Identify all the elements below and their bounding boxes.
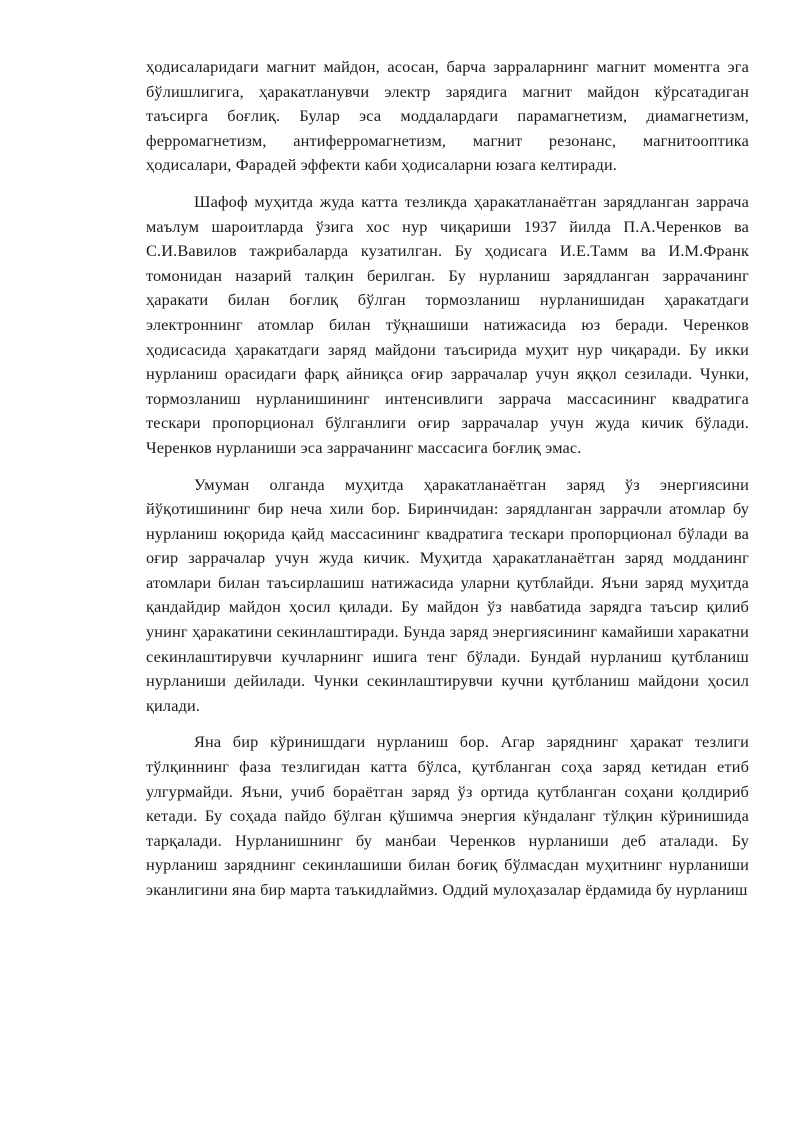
paragraph-cherenkov-discovery: Шафоф муҳитда жуда катта тезликда ҳаракатланаётган зарядланган заррача маълум шароитларда ўзига хос нур чиқариши 1937 йилда П.А.Черенков ва С.И.Вавилов тажрибаларда кузатилган. Бу ҳодисага И.Е.Тамм ва И.М.Франк томонидан назарий талқин берилган. Бу нурланиш зарядланган заррачанинг ҳаракати билан боғлиқ бўлган тормозланиш нурланишидан ҳаракатдаги электроннинг атомлар билан тўқнашиши натижасида юз беради. Черенков ҳодисасида ҳаракатдаги заряд майдони таъсирида муҳит нур чиқаради. Бу икки нурланиш орасидаги фарқ айниқса оғир заррачалар учун яққол сезилади. Чунки, тормозланиш нурланишининг интенсивлиги заррача массасининг квадратига тескари пропорционал бўлганлиги оғир заррачалар учун жуда кичик бўлади. Черенков нурланиши эса заррачанинг массасига боғлиқ эмас. [146,191,749,457]
paragraph-magnetic-phenomena: ҳодисаларидаги магнит майдон, асосан, барча зарраларнинг магнит моментга эга бўлишлигига, ҳаракатланувчи электр зарядига магнит майдон кўрсатадиган таъсирга боғлиқ. Булар эса моддалардаги парамагнетизм, диамагнетизм, ферромагнетизм, антиферромагнетизм, магнит резонанс, магнитооптика ҳодисалари, Фарадей эффекти каби ҳодисаларни юзага келтиради. [146,57,749,175]
paragraph-polarization-radiation: Умуман олганда муҳитда ҳаракатланаётган заряд ўз энергиясини йўқотишининг бир неча хили бор. Биринчидан: зарядланган заррачли атомлар бу нурланиш юқорида қайд массасининг квадратига тескари пропорционал бўлади ва оғир заррачалар учун жуда кичик. Муҳитда ҳаракатланаётган заряд модданинг атомлари билан таъсирлашиш натижасида уларни қутблайди. Яъни заряд муҳитда қандайдир майдон ҳосил қилади. Бу майдон ўз навбатида зарядга таъсир қилиб унинг ҳаракатини секинлаштиради. Бунда заряд энергиясининг камайиши харакатни секинлаштирувчи кучларнинг ишига тенг бўлади. Бундай нурланиш қутбланиш нурланиши дейилади. Чунки секинлаштирувчи кучни қутбланиш майдони ҳосил қилади. [146,474,749,715]
paragraph-cherenkov-radiation-source: Яна бир кўринишдаги нурланиш бор. Агар заряднинг ҳаракат тезлиги тўлқиннинг фаза тезлигидан катта бўлса, қутбланган соҳа заряд кетидан етиб улгурмайди. Яъни, учиб бораётган заряд ўз ортида қутбланган соҳани қолдириб кетади. Бу соҳада пайдо бўлган қўшимча энергия кўндаланг тўлқин кўринишида тарқалади. Нурланишнинг бу манбаи Черенков нурланиши деб аталади. Бу нурланиш заряднинг секинлашиши билан боғиқ бўлмасдан муҳитнинг нурланиши эканлигини яна бир марта таъкидлаймиз. Оддий мулоҳазалар ёрдамида бу нурланиш [146,732,749,899]
document-body [146,55,749,903]
